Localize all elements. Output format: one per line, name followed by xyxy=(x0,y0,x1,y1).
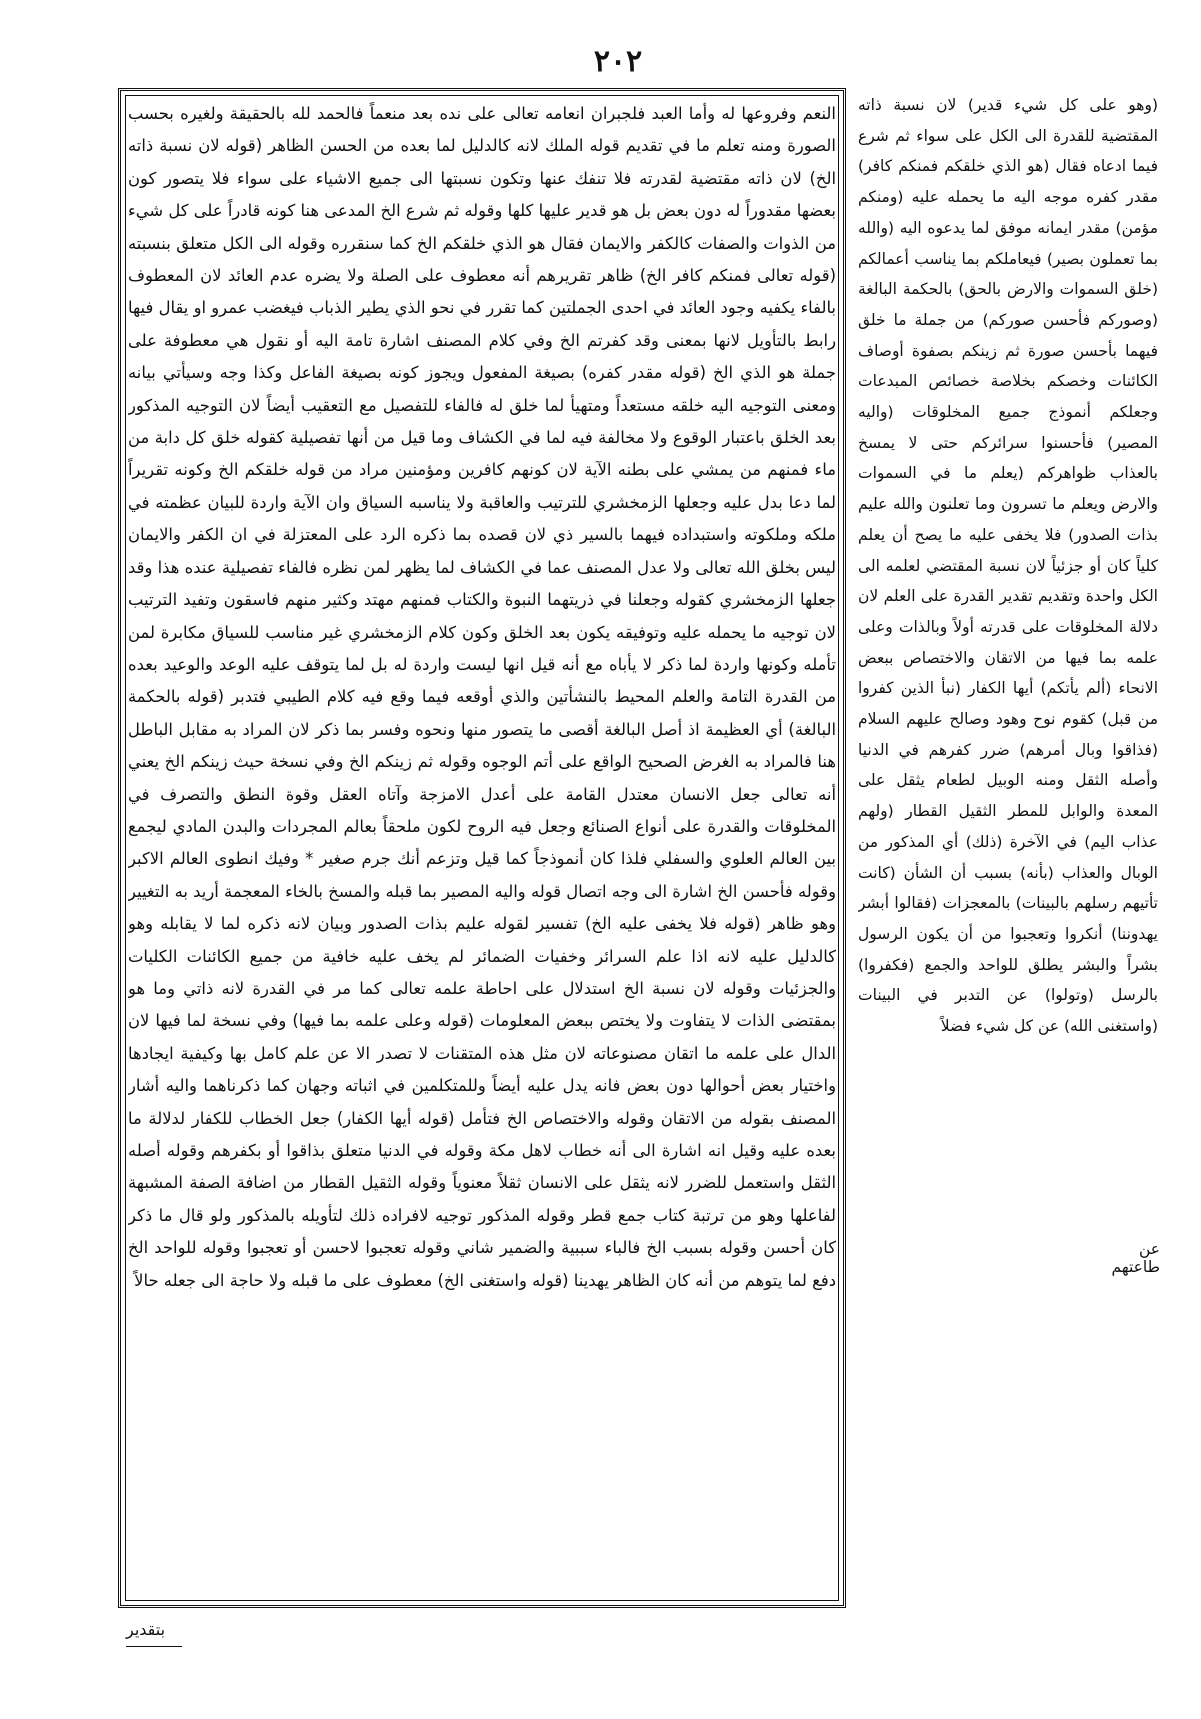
margin-text-tail: عن طاعتهم xyxy=(1111,1240,1160,1276)
page-number: ٢٠٢ xyxy=(593,44,643,79)
main-commentary-text xyxy=(128,98,836,1598)
catchword-underline xyxy=(126,1646,182,1647)
catchword: بتقدير xyxy=(126,1620,166,1639)
main-text-body: النعم وفروعها له وأما العبد فلجبران انعامه تعالى على نده بعد منعماً فالحمد لله بالحقيقة ولغيره بحسب الصورة ومنه تعلم ما في تقديم قوله الملك لانه كالدليل لما بعده من الحسن الظاهر (قوله لان نسبة ذاته الخ) لان ذاته مقتضية لقدرته فلا تنفك عنها وتكون نسبتها الى جميع الاشياء على سواء فلا يتصور كون بعضها مقدوراً له دون بعض بل هو قدير عليها كلها وقوله ثم شرع الخ المدعى هنا كونه قادراً على كل شيء من الذوات والصفات كالكفر والايمان فقال هو الذي خلقكم الخ كما سنقرره وقوله الى الكل متعلق بنسبته (قوله تعالى فمنكم كافر الخ) ظاهر تقريرهم أنه معطوف على الصلة ولا يضره عدم العائد لان المعطوف بالفاء يكفيه وجود العائد في احدى الجملتين كما تقرر في نحو الذي يطير الذباب فيغضب عمرو او يقال فيها رابط بالتأويل لانها بمعنى وقد كفرتم الخ وفي كلام المصنف اشارة تامة اليه أو نقول هي معطوفة على جملة هو الذي الخ (قوله مقدر كفره) بصيغة المفعول ويجوز كونه بصيغة الفاعل وكذا وجه وسيأتي بيانه ومعنى التوجيه اليه خلقه مستعداً ومتهيأ لما خلق له فالفاء للتفصيل مع التعقيب أيضاً لان التوجيه المذكور بعد الخلق باعتبار الوقوع ولا مخالفة فيه لما في الكشاف وما قيل من أنها تفصيلية كقوله خلق كل دابة من ماء فمنهم من يمشي على بطنه الآية لان كونهم كافرين ومؤمنين مراد من قوله خلقكم الخ وكونه تقريراً لما دعا بدل عليه وجعلها الزمخشري للترتيب والعاقبة ولا يناسبه السياق وان الآية واردة للبيان عظمته في ملكه وملكوته واستبداده فيهما بالسير ذي لان قصده بما ذكره الرد على المعتزلة في ان الكفر والايمان ليس بخلق الله تعالى ولا عدل المصنف عما في الكشاف لما يظهر لمن نظره فالفاء تفصيلية عنده هذا وقد جعلها الزمخشري كقوله وجعلنا في ذريتهما النبوة والكتاب فمنهم مهتد وكثير منهم فاسقون وتفيد الترتيب لان توجيه ما يحمله عليه وتوفيقه يكون بعد الخلق وكون كلام الزمخشري غير مناسب للسياق مكابرة لمن تأمله وكونها واردة لما ذكر لا يأباه مع أنه قيل انها ليست واردة له بل لما يتوقف عليه الوعد والوعيد بعده من القدرة التامة والعلم المحيط بالنشأتين والذي أوقعه فيما وقع فيه كلام الطيبي فتدبر (قوله بالحكمة البالغة) أي العظيمة اذ أصل البالغة أقصى ما يتصور منها ونحوه وفسر بما ذكر لان المراد به مقابل الباطل هنا فالمراد به الغرض الصحيح الواقع على أتم الوجوه وقوله ثم زينكم الخ وفي نسخة حيث زينكم الخ يعني أنه تعالى جعل الانسان معتدل القامة على أعدل الامزجة وآتاه العقل وقوة النطق والتصرف في المخلوقات والقدرة على أنواع الصنائع وجعل فيه الروح لكون ملحقاً بعالم المجردات والبدن المادي ليجمع بين العالم العلوي والسفلي فلذا كان أنموذجاً كما قيل وتزعم أنك جرم صغير * وفيك انطوى العالم الاكبر وقوله فأحسن الخ اشارة الى وجه اتصال قوله واليه المصير بما قبله والمسخ بالخاء المعجمة أريد به التغيير وهو ظاهر (قوله فلا يخفى عليه الخ) تفسير لقوله عليم بذات الصدور وبيان لانه ذكره لما لا يقابله وهو كالدليل عليه لانه اذا علم السرائر وخفيات الضمائر لم يخف عليه خافية من جميع الكائنات الكليات والجزئيات وقوله لان نسبة الخ استدلال على احاطة علمه تعالى كما مر في القدرة لانه ذاتي وما هو بمقتضى الذات لا يتفاوت ولا يختص ببعض المعلومات (قوله وعلى علمه بما فيها) وفي نسخة لما فيها لان الدال على علمه ما اتقان مصنوعاته لان مثل هذه المتقنات لا تصدر الا عن علم كامل بها وكيفية ايجادها واختيار بعض أحوالها دون بعض فانه يدل عليه أيضاً وللمتكلمين في اثباته وجهان كما ذكرناهما واليه أشار المصنف بقوله من الاتقان وقوله والاختصاص الخ فتأمل (قوله أيها الكفار) جعل الخطاب للكفار لدلالة ما بعده عليه وقيل انه اشارة الى أنه خطاب لاهل مكة وقوله في الدنيا متعلق بذاقوا أو بكفرهم وقوله أصله الثقل واستعمل للضرر لانه يثقل على الانسان ثقلاً معنوياً وقوله الثقيل القطار من اضافة الصفة المشبهة لفاعلها وهو من ترتبة كتاب جمع قطر وقوله المذكور توجيه لافراده ذلك لتأويله بالمذكور ولو قال ما ذكر كان أحسن وقوله بسبب الخ فالباء سببية والضمير شاني وقوله تعجبوا لاحسن أو تعجبوا وقوله للواحد الخ دفع لما يتوهم من أنه كان الظاهر يهدينا (قوله واستغنى الخ) معطوف على ما قبله ولا حاجة الى جعله حالاً xyxy=(128,104,836,1290)
margin-tafsir-text xyxy=(858,90,1158,1240)
margin-text-body: (وهو على كل شيء قدير) لان نسبة ذاته المقتضية للقدرة الى الكل على سواء ثم شرع فيما ادعاه فقال (هو الذي خلقكم فمنكم كافر) مقدر كفره موجه اليه ما يحمله عليه (ومنكم مؤمن) مقدر ايمانه موفق لما يدعوه اليه (والله بما تعملون بصير) فيعاملكم بما يناسب أعمالكم (خلق السموات والارض بالحق) بالحكمة البالغة (وصوركم فأحسن صوركم) من جملة ما خلق فيهما بأحسن صورة ثم زينكم بصفوة أوصاف الكائنات وخصكم بخلاصة خصائص المبدعات وجعلكم أنموذج جميع المخلوقات (واليه المصير) فأحسنوا سرائركم حتى لا يمسخ بالعذاب ظواهركم (يعلم ما في السموات والارض ويعلم ما تسرون وما تعلنون والله عليم بذات الصدور) فلا يخفى عليه ما يصح أن يعلم كلياً كان أو جزئياً لان نسبة المقتضي لعلمه الى الكل واحدة وتقديم تقدير القدرة على العلم لان دلالة المخلوقات على قدرته أولاً وبالذات وعلى علمه بما فيها من الاتقان والاختصاص ببعض الانحاء (ألم يأتكم) أيها الكفار (نبأ الذين كفروا من قبل) كقوم نوح وهود وصالح عليهم السلام (فذاقوا وبال أمرهم) ضرر كفرهم في الدنيا وأصله الثقل ومنه الوبيل لطعام يثقل على المعدة والوابل للمطر الثقيل القطار (ولهم عذاب اليم) في الآخرة (ذلك) أي المذكور من الوبال والعذاب (بأنه) بسبب أن الشأن (كانت تأتيهم رسلهم بالبينات) بالمعجزات (فقالوا أبشر يهدوننا) أنكروا وتعجبوا من أن يكون الرسول بشراً والبشر يطلق للواحد والجمع (فكفروا) بالرسل (وتولوا) عن التدبر في البينات (واستغنى الله) عن كل شيء فضلاً xyxy=(858,96,1158,1036)
